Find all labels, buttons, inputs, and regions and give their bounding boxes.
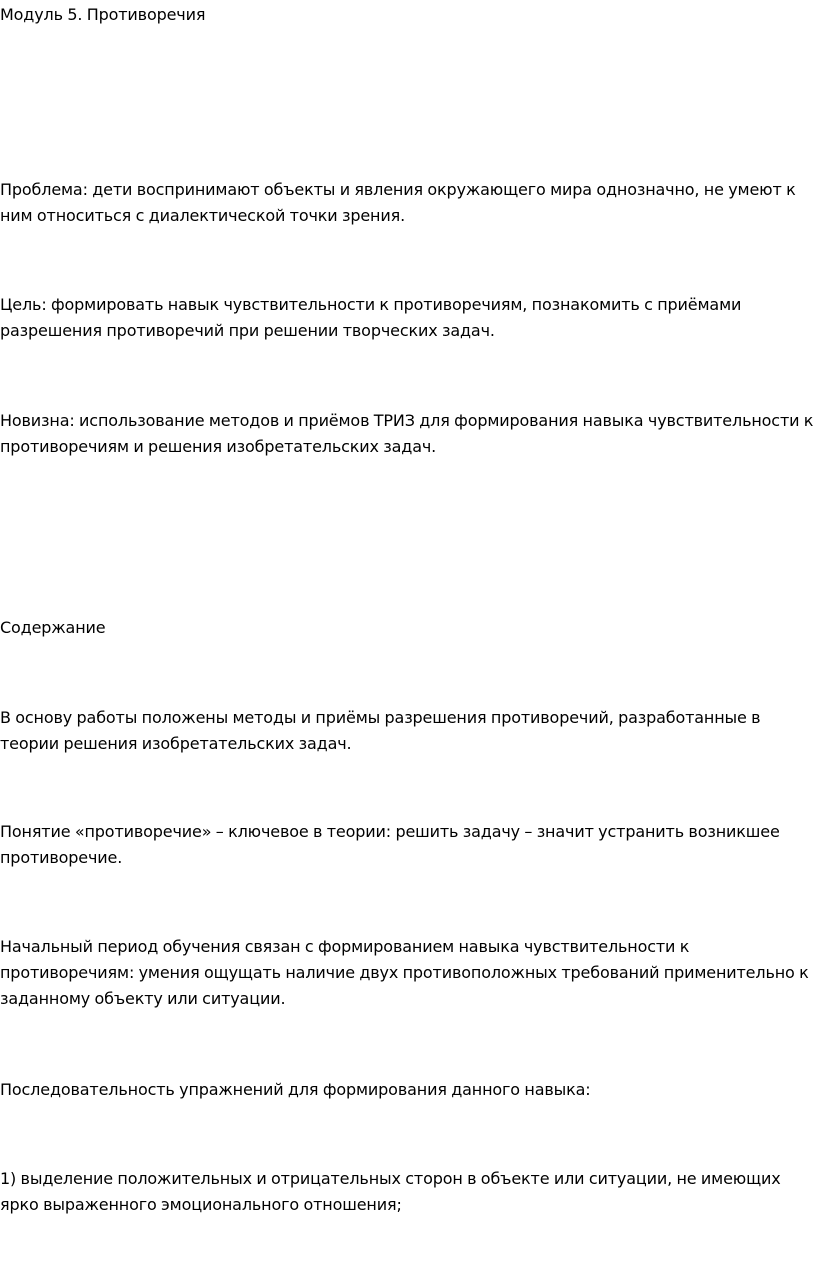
- step-1-paragraph: 1) выделение положительных и отрицательных сторон в объекте или ситуации, не имеющих ярко выраженного эмоционального отношения;: [0, 1169, 781, 1214]
- problem-paragraph: Проблема: дети воспринимают объекты и явления окружающего мира однозначно, не умеют к ним относиться с диалектической точки зрения.: [0, 180, 796, 225]
- sequence-heading: Последовательность упражнений для формирования данного навыка:: [0, 1080, 591, 1099]
- content-heading: Содержание: [0, 618, 106, 637]
- document-title: Модуль 5. Противоречия: [0, 5, 206, 24]
- initial-period-paragraph: Начальный период обучения связан с формированием навыка чувствительности к противоречиям: умения ощущать наличие двух противоположных требований применительно к заданному объекту или ситуации.: [0, 937, 809, 1008]
- concept-paragraph: Понятие «противоречие» – ключевое в теории: решить задачу – значит устранить возникшее противоречие.: [0, 822, 780, 867]
- basis-paragraph: В основу работы положены методы и приёмы разрешения противоречий, разработанные в теории решения изобретательских задач.: [0, 708, 761, 753]
- goal-paragraph: Цель: формировать навык чувствительности к противоречиям, познакомить с приёмами разрешения противоречий при решении творческих задач.: [0, 295, 742, 340]
- novelty-paragraph: Новизна: использование методов и приёмов ТРИЗ для формирования навыка чувствительности к противоречиям и решения изобретательских задач.: [0, 411, 814, 456]
